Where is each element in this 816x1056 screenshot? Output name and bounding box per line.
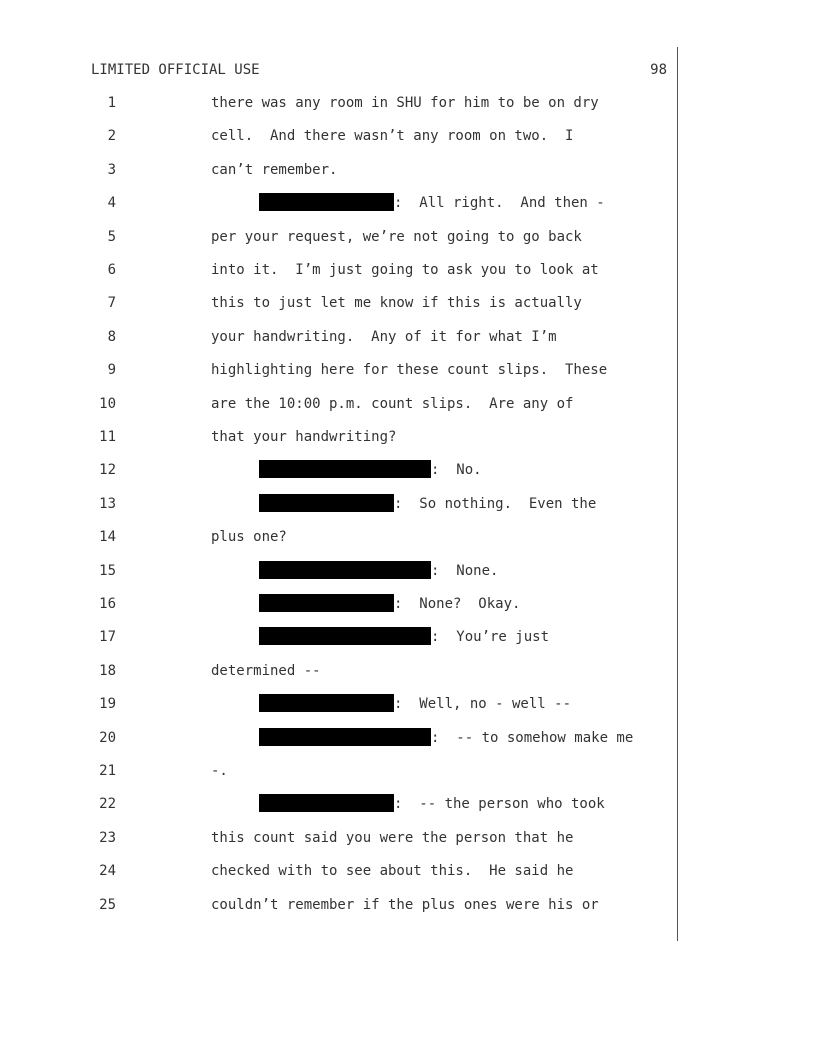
transcript-line — [0, 661, 816, 683]
transcript-line — [0, 627, 816, 649]
transcript-line — [0, 694, 816, 716]
transcript-line — [0, 93, 816, 115]
transcript-line — [0, 527, 816, 549]
line-content: are the 10:00 p.m. count slips. Are any of — [211, 396, 574, 412]
transcript-line — [0, 227, 816, 249]
line-content: -. — [211, 763, 228, 779]
transcript-line — [0, 594, 816, 616]
line-number: 15 — [99, 563, 116, 579]
line-number: 20 — [99, 730, 116, 746]
redacted-speaker-name — [259, 794, 394, 812]
speaker-line-text — [259, 794, 605, 814]
line-text — [211, 260, 599, 280]
transcript-line — [0, 193, 816, 215]
line-text — [211, 527, 287, 547]
transcript-line — [0, 360, 816, 382]
classification-header: LIMITED OFFICIAL USE — [91, 62, 260, 78]
line-content: : None. — [431, 563, 499, 579]
line-content: : None? Okay. — [394, 596, 521, 612]
line-number: 21 — [99, 763, 116, 779]
line-content: into it. I’m just going to ask you to look at — [211, 262, 599, 278]
line-number: 17 — [99, 629, 116, 645]
speaker-line-text — [259, 694, 571, 714]
transcript-line — [0, 828, 816, 850]
line-content: this to just let me know if this is actually — [211, 295, 582, 311]
line-number: 7 — [107, 295, 116, 311]
line-number: 5 — [107, 229, 116, 245]
line-content: : All right. And then - — [394, 195, 605, 211]
line-content: : Well, no - well -- — [394, 696, 572, 712]
line-number: 11 — [99, 429, 116, 445]
redacted-speaker-name — [259, 627, 431, 645]
line-number: 23 — [99, 830, 116, 846]
transcript-line — [0, 561, 816, 583]
line-content: determined -- — [211, 663, 321, 679]
line-content: : No. — [431, 462, 482, 478]
line-content: can’t remember. — [211, 162, 338, 178]
line-number: 22 — [99, 796, 116, 812]
line-number: 16 — [99, 596, 116, 612]
transcript-line — [0, 761, 816, 783]
line-content: highlighting here for these count slips. These — [211, 362, 608, 378]
line-number: 9 — [107, 362, 116, 378]
speaker-line-text — [259, 627, 549, 647]
transcript-line — [0, 394, 816, 416]
transcript-line — [0, 427, 816, 449]
transcript-line — [0, 327, 816, 349]
transcript-line — [0, 260, 816, 282]
line-content: that your handwriting? — [211, 429, 397, 445]
line-content: : -- to somehow make me — [431, 730, 634, 746]
line-content: : -- the person who took — [394, 796, 605, 812]
line-text — [211, 895, 599, 915]
transcript-line — [0, 126, 816, 148]
transcript-line — [0, 861, 816, 883]
speaker-line-text — [259, 460, 482, 480]
line-content: this count said you were the person that he — [211, 830, 574, 846]
transcript-line — [0, 293, 816, 315]
transcript-line — [0, 895, 816, 917]
line-content: checked with to see about this. He said he — [211, 863, 574, 879]
line-text — [211, 828, 573, 848]
transcript-line — [0, 460, 816, 482]
line-number: 24 — [99, 863, 116, 879]
redacted-speaker-name — [259, 728, 431, 746]
line-number: 14 — [99, 529, 116, 545]
line-number: 3 — [107, 162, 116, 178]
line-text — [211, 861, 573, 881]
page-number: 98 — [650, 62, 667, 78]
speaker-line-text — [259, 561, 498, 581]
line-content: there was any room in SHU for him to be on dry — [211, 95, 599, 111]
redacted-speaker-name — [259, 561, 431, 579]
line-text — [211, 394, 573, 414]
redacted-speaker-name — [259, 193, 394, 211]
line-text — [211, 360, 607, 380]
speaker-line-text — [259, 728, 633, 748]
line-number: 19 — [99, 696, 116, 712]
line-content: plus one? — [211, 529, 287, 545]
line-number: 25 — [99, 897, 116, 913]
line-number: 1 — [107, 95, 116, 111]
redacted-speaker-name — [259, 460, 431, 478]
speaker-line-text — [259, 594, 520, 614]
line-text — [211, 327, 557, 347]
redacted-speaker-name — [259, 694, 394, 712]
line-number: 13 — [99, 496, 116, 512]
line-number: 8 — [107, 329, 116, 345]
line-number: 10 — [99, 396, 116, 412]
line-number: 2 — [107, 128, 116, 144]
redacted-speaker-name — [259, 594, 394, 612]
line-content: : You’re just — [431, 629, 550, 645]
line-text — [211, 227, 582, 247]
line-content: couldn’t remember if the plus ones were his or — [211, 897, 599, 913]
line-text — [211, 761, 228, 781]
redacted-speaker-name — [259, 494, 394, 512]
line-content: cell. And there wasn’t any room on two. I — [211, 128, 574, 144]
transcript-line — [0, 494, 816, 516]
line-number: 6 — [107, 262, 116, 278]
line-content: your handwriting. Any of it for what I’m — [211, 329, 557, 345]
transcript-line — [0, 160, 816, 182]
line-number: 18 — [99, 663, 116, 679]
line-text — [211, 293, 582, 313]
line-content: : So nothing. Even the — [394, 496, 597, 512]
line-text — [211, 93, 599, 113]
transcript-line — [0, 728, 816, 750]
speaker-line-text — [259, 494, 596, 514]
transcript-line — [0, 794, 816, 816]
line-text — [211, 661, 321, 681]
line-number: 12 — [99, 462, 116, 478]
line-text — [211, 427, 396, 447]
line-number: 4 — [107, 195, 116, 211]
line-text — [211, 160, 337, 180]
speaker-line-text — [259, 193, 605, 213]
line-content: per your request, we’re not going to go back — [211, 229, 582, 245]
line-text — [211, 126, 573, 146]
